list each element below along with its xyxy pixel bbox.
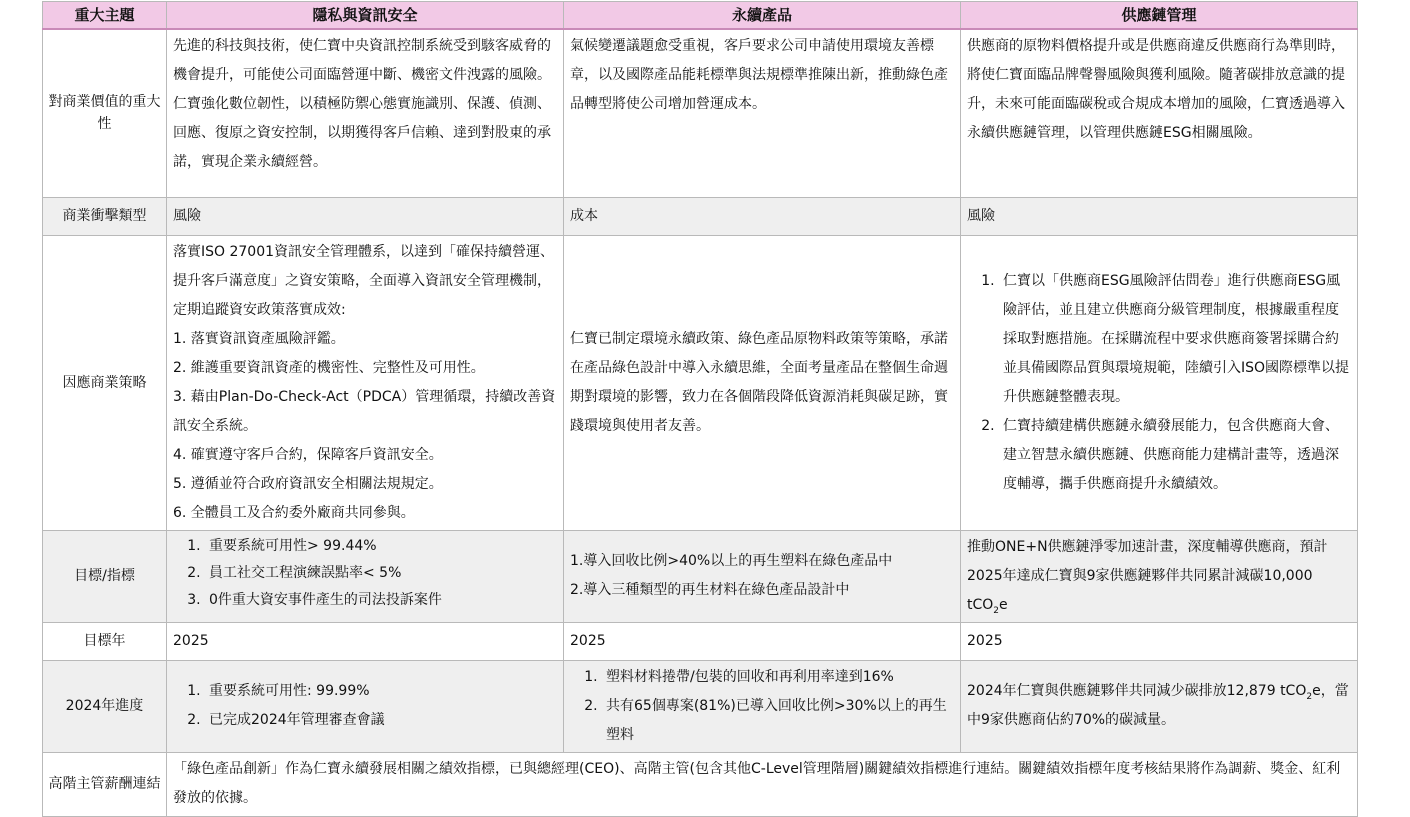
co2-subscript: 2 [993,605,1000,616]
cell-year-supply: 2025 [961,622,1358,660]
row-targets [43,530,1358,622]
strategy-privacy-item: 4. 確實遵守客戶合約，保障客戶資訊安全。 [173,446,443,463]
progress-privacy-list [173,677,557,735]
row-label-progress: 2024年進度 [43,660,167,752]
row-label-exec-comp: 高階主管薪酬連結 [43,752,167,816]
cell-exec-comp: 「綠色產品創新」作為仁寶永續發展相關之績效指標，已與總經理(CEO)、高階主管(包含其他C-Level管理階層)關鍵績效指標進行連結。關鍵績效指標年度考核結果將作為調薪、獎金、紅利發放的依據。 [167,752,1358,816]
header-privacy-security: 隱私與資訊安全 [167,2,564,30]
header-supply-chain: 供應鏈管理 [961,2,1358,30]
cell-impact-products: 成本 [564,197,961,235]
header-topic: 重大主題 [43,2,167,30]
strategy-privacy-item: 1. 落實資訊資產風險評鑑。 [173,330,345,347]
cell-targets-products [564,530,961,622]
progress-item: 2. 已完成2024年管理審查會議 [205,706,557,735]
target-supply-tail: e [999,596,1008,613]
cell-value-products: 氣候變遷議題愈受重視，客戶要求公司申請使用環境友善標章，以及國際產品能耗標準與法規標準推陳出新，推動綠色產品轉型將使公司增加營運成本。 [564,29,961,197]
strategy-supply-item: 1. 仁寶以「供應商ESG風險評估問卷」進行供應商ESG風險評估，並且建立供應商分級管理制度，根據嚴重程度採取對應措施。在採購流程中要求供應商簽署採購合約並具備國際品質與環境規範，陸續引入ISO國際標準以提升供應鏈整體表現。 [999,267,1351,412]
cell-progress-supply [961,660,1358,752]
cell-year-privacy: 2025 [167,622,564,660]
cell-strategy-products: 仁寶已制定環境永續政策、綠色產品原物料政策等策略，承諾在產品綠色設計中導入永續思維，全面考量產品在整個生命週期對環境的影響，致力在各個階段降低資源消耗與碳足跡，實踐環境與使用者友善。 [564,235,961,530]
progress-item: 1. 重要系統可用性: 99.99% [205,677,557,706]
cell-progress-products [564,660,961,752]
cell-progress-privacy [167,660,564,752]
cell-year-products: 2025 [564,622,961,660]
cell-targets-supply [961,530,1358,622]
row-exec-comp [43,752,1358,816]
target-item: 1. 重要系統可用性> 99.44% [205,533,557,560]
row-label-impact-type: 商業衝擊類型 [43,197,167,235]
row-target-year [43,622,1358,660]
target-products-line: 1.導入回收比例>40%以上的再生塑料在綠色產品中 [570,553,893,569]
cell-value-privacy: 先進的科技與技術，使仁寶中央資訊控制系統受到駭客威脅的機會提升，可能使公司面臨營運中斷、機密文件洩露的風險。仁寶強化數位韌性，以積極防禦心態實施識別、保護、偵測、回應、復原之資安控制，以期獲得客戶信賴、達到對股東的承諾，實現企業永續經營。 [167,29,564,197]
strategy-privacy-item: 5. 遵循並符合政府資訊安全相關法規規定。 [173,475,443,492]
target-item: 3. 0件重大資安事件產生的司法投訴案件 [205,587,557,614]
row-business-value [43,29,1358,197]
target-products-line: 2.導入三種類型的再生材料在綠色產品設計中 [570,582,850,598]
target-supply-text: 推動ONE+N供應鏈淨零加速計畫，深度輔導供應商，預計2025年達成仁寶與9家供應鏈夥伴共同累計減碳10,000 tCO [967,538,1328,613]
strategy-privacy-item: 6. 全體員工及合約委外廠商共同參與。 [173,504,415,521]
strategy-supply-item: 2. 仁寶持續建構供應鏈永續發展能力，包含供應商大會、建立智慧永續供應鏈、供應商能力建構計畫等，透過深度輔導，攜手供應商提升永續績效。 [999,412,1351,499]
targets-privacy-list [173,533,557,614]
cell-strategy-supply [961,235,1358,530]
progress-item: 1. 塑料材料捲帶/包裝的回收和再利用率達到16% [602,663,954,692]
progress-products-list [570,663,954,750]
co2-subscript: 2 [1306,691,1313,702]
progress-item: 2. 共有65個專案(81%)已導入回收比例>30%以上的再生塑料 [602,692,954,750]
row-progress [43,660,1358,752]
row-impact-type [43,197,1358,235]
strategy-supply-list [967,267,1351,499]
cell-targets-privacy [167,530,564,622]
row-label-strategy: 因應商業策略 [43,235,167,530]
cell-strategy-privacy [167,235,564,530]
row-label-business-value: 對商業價值的重大性 [43,29,167,197]
strategy-privacy-item: 2. 維護重要資訊資產的機密性、完整性及可用性。 [173,359,485,376]
header-sustainable-products: 永續產品 [564,2,961,30]
progress-supply-text: 2024年仁寶與供應鏈夥伴共同減少碳排放12,879 tCO [967,683,1307,699]
row-label-target-year: 目標年 [43,622,167,660]
cell-impact-privacy: 風險 [167,197,564,235]
cell-impact-supply: 風險 [961,197,1358,235]
row-strategy [43,235,1358,530]
cell-value-supply: 供應商的原物料價格提升或是供應商違反供應商行為準則時，將使仁寶面臨品牌聲譽風險與獲利風險。隨著碳排放意識的提升，未來可能面臨碳稅或合規成本增加的風險，仁寶透過導入永續供應鏈管理，以管理供應鏈ESG相關風險。 [961,29,1358,197]
header-row [43,2,1358,30]
progress-supply-tail: e，當中9家供應商佔約70%的碳減量。 [967,683,1349,728]
target-item: 2. 員工社交工程演練誤點率< 5% [205,560,557,587]
strategy-privacy-intro: 落實ISO 27001資訊安全管理體系，以達到「確保持續營運、提升客戶滿意度」之資安策略，全面導入資訊安全管理機制，定期追蹤資安政策落實成效: [173,243,555,318]
strategy-privacy-item: 3. 藉由Plan-Do-Check-Act（PDCA）管理循環，持續改善資訊安全系統。 [173,388,556,434]
material-topics-table [42,1,1358,817]
row-label-targets: 目標/指標 [43,530,167,622]
